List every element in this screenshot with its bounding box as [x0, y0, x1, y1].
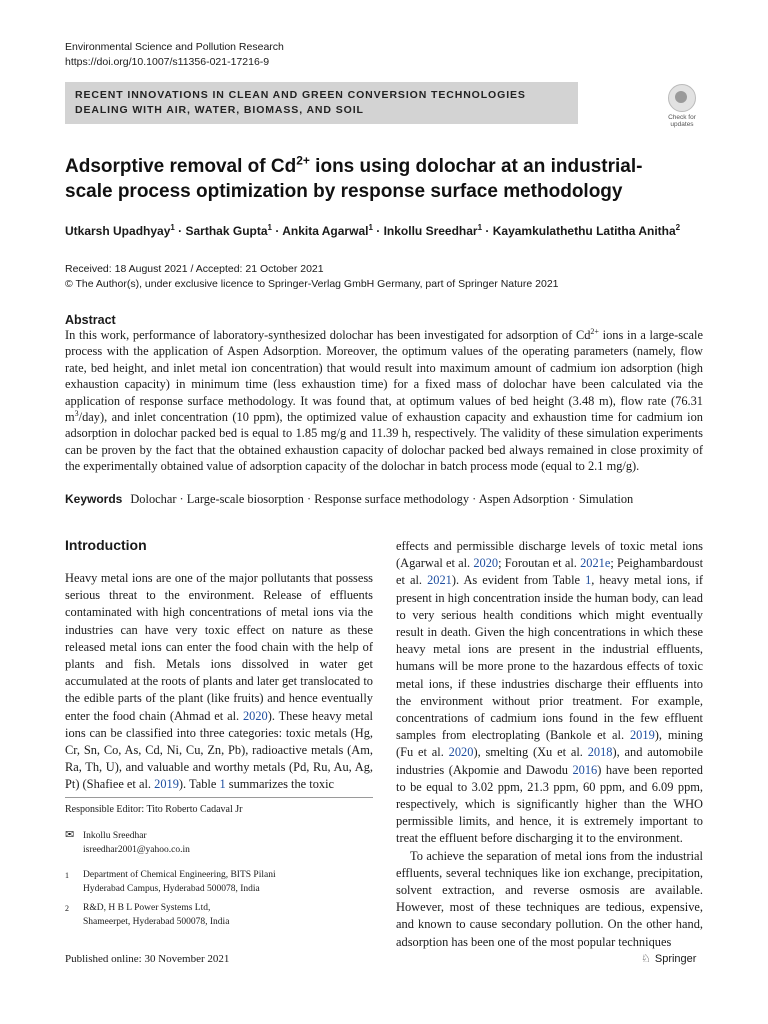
- citation-link[interactable]: 2016: [572, 762, 598, 777]
- check-for-updates-icon: [668, 84, 696, 112]
- affiliation-line: R&D, H B L Power Systems Ltd,: [83, 903, 211, 913]
- affiliation-line: Department of Chemical Engineering, BITS Pilani: [83, 870, 276, 880]
- check-for-updates-button[interactable]: [662, 84, 702, 128]
- keywords-heading: Keywords: [65, 492, 123, 506]
- springer-horse-icon: ♘: [641, 953, 651, 965]
- intro-paragraph-1: Heavy metal ions are one of the major pollutants that possess serious threat to the environment. Release of effluents contaminated with high concentrations of metal ions via the industries can have very toxic effect on nature as these released metal ions can enter the food chain with the help of plants and fish. Metals ions dissolved in water get accumulated at the roots of plants and later get translocated to the edible parts of the plant (like fruits) and hence eventually enter the food chain (Ahmad et al. 2020). These heavy metal ions can be classified into three categories: toxic metals (Hg, Cr, Sn, Co, As, Cd, Ni, Cu, Zn, Pb), radioactive metals (Am, Ra, Th, U), and valuable and worthy metals (Pd, Ru, Au, Ag, Pt) (Shafiee et al. 2019). Table 1 summarizes the toxic: [65, 571, 373, 792]
- cadmium-charge: 2+: [296, 153, 310, 168]
- table-link[interactable]: 1: [219, 777, 226, 792]
- footnote-divider: [65, 797, 373, 798]
- check-for-updates-label: Check for updates: [668, 114, 696, 128]
- topical-collection-banner: [65, 82, 578, 124]
- journal-name: Environmental Science and Pollution Research: [65, 41, 284, 53]
- abstract-heading: Abstract: [65, 313, 116, 327]
- author-name[interactable]: Kayamkulathethu Latitha Anitha: [492, 224, 676, 238]
- intro-left-column: [65, 570, 373, 794]
- publisher-name: Springer: [654, 953, 697, 965]
- citation-link[interactable]: 2020: [473, 556, 499, 571]
- citation-link[interactable]: 2018: [587, 745, 613, 760]
- introduction-heading: Introduction: [65, 537, 147, 553]
- intro-paragraph-1-cont: effects and permissible discharge levels of toxic metal ions (Agarwal et al. 2020; Foroutan et al. 2021e; Peighambardoust et al. 2021). As evident from Table 1, heavy metal ions, if present in high concentration inside the human body, can lead to very serious health conditions which might eventually result in death. Given the high concentrations in which these heavy metal ions are present in the industrial effluents, humans will be more prone to the hazardous effects of toxic metal ions, if these industries discharge their effluents into the environment without prior treatment. For example, concentrations of cadmium ions found in the few effluent samples from electroplating (Bankole et al. 2019), mining (Fu et al. 2020), smelting (Xu et al. 2018), and automobile industries (Akpomie and Dawodu 2016) have been reported to be equal to 3.02 ppm, 21.3 ppm, 60 ppm, and 6.09 ppm, respectively, which is significantly higher than the WHO permissible limits, and hence, it is extremely important to treat the effluent before discharging it to the environment.: [396, 539, 704, 846]
- keywords: [65, 490, 725, 508]
- doi-link[interactable]: https://doi.org/10.1007/s11356-021-17216-9: [65, 56, 270, 68]
- publisher-logo: [641, 952, 696, 965]
- contact-email[interactable]: isreedhar2001@yahoo.co.in: [83, 844, 190, 855]
- responsible-editor: Responsible Editor: Tito Roberto Cadaval Jr: [65, 804, 243, 815]
- table-link[interactable]: 1: [585, 573, 592, 588]
- affiliation-mark: 2: [65, 904, 69, 913]
- author-name[interactable]: Inkollu Sreedhar: [383, 224, 478, 238]
- author-list: Utkarsh Upadhyay$^1$ · Sarthak Gupta$^1$ · Ankita Agarwal$^1$ · Inkollu Sreedhar$^1$ · Kayamkulathethu Latitha Anitha$^2$: [65, 223, 681, 238]
- author-name[interactable]: Ankita Agarwal: [282, 224, 369, 238]
- citation-link[interactable]: 2020: [242, 708, 268, 723]
- contact-name: Inkollu Sreedhar: [83, 831, 147, 841]
- article-dates: [65, 262, 559, 292]
- copyright-line: © The Author(s), under exclusive licence to Springer-Verlag GmbH Germany, part of Springer Nature 2021: [65, 278, 559, 290]
- abstract-body: In this work, performance of laboratory-synthesized dolochar has been investigated for adsorption of $Cd^{2+}$ ions in a large-scale process with the application of Aspen Adsorption. Moreover, the optimum values of the operating parameters (namely, flow rate, bed height, and inlet metal ion concentration) that would result into maximum amount of cadmium ion adsorption (high exhaustion capacity) in minimum time (less exhaustion time) for a fixed mass of dolochar have been calculated via the application of response surface methodology. It was found that, at optimum values of bed height (3.48 m), flow rate (76.31 $m^3/day$), and inlet concentration (10 ppm), the optimized value of exhaustion capacity and exhaustion time for cadmium ion adsorption in dolochar packed bed is equal to 1.85 mg/g and 11.39 h, respectively. The validity of these simulation experiments can be proven by the fact that the obtained exhaustion capacity of dolochar packed bed always remained in close proximity of the experimentally obtained value of adsorption capacity of the dolochar in batch process mode (equal to 2.1 mg/g).: [65, 326, 703, 474]
- citation-link[interactable]: 2021e: [580, 556, 611, 571]
- received-accepted: Received: 18 August 2021 / Accepted: 21 October 2021: [65, 263, 324, 275]
- keywords-list: Dolochar · Large-scale biosorption · Response surface methodology · Aspen Adsorption · Simulation: [130, 492, 634, 506]
- article-title: Adsorptive removal of $Cd^{2+}$ ions using dolochar at an industrial-scale process optimization by response surface methodology: [65, 153, 643, 202]
- affiliation-mark: 1: [65, 871, 69, 880]
- author-name[interactable]: Sarthak Gupta: [185, 224, 268, 238]
- affiliation-line: Shameerpet, Hyderabad 500078, India: [83, 916, 230, 927]
- citation-link[interactable]: 2021: [427, 573, 452, 588]
- citation-link[interactable]: 2020: [448, 745, 474, 760]
- citation-link[interactable]: 2019: [629, 728, 655, 743]
- affiliation-line: Hyderabad Campus, Hyderabad 500078, India: [83, 883, 260, 894]
- banner-line-1: RECENT INNOVATIONS IN CLEAN AND GREEN CONVERSION TECHNOLOGIES: [75, 89, 526, 101]
- journal-header: [65, 40, 284, 70]
- citation-link[interactable]: 2019: [154, 777, 179, 792]
- author-name[interactable]: Utkarsh Upadhyay: [65, 224, 171, 238]
- published-online: Published online: 30 November 2021: [65, 953, 230, 965]
- envelope-icon: ✉: [65, 829, 75, 841]
- intro-right-column: [396, 538, 703, 951]
- intro-paragraph-2: To achieve the separation of metal ions from the industrial effluents, several techniques like ion exchange, precipitation, solvent extraction, and reverse osmosis are available. However, most of these techniques are tedious, expensive, and known to cause secondary pollution. On the other hand, adsorption has been one of the most popular techniques: [396, 848, 703, 949]
- banner-line-2: DEALING WITH AIR, WATER, BIOMASS, AND SOIL: [75, 104, 364, 116]
